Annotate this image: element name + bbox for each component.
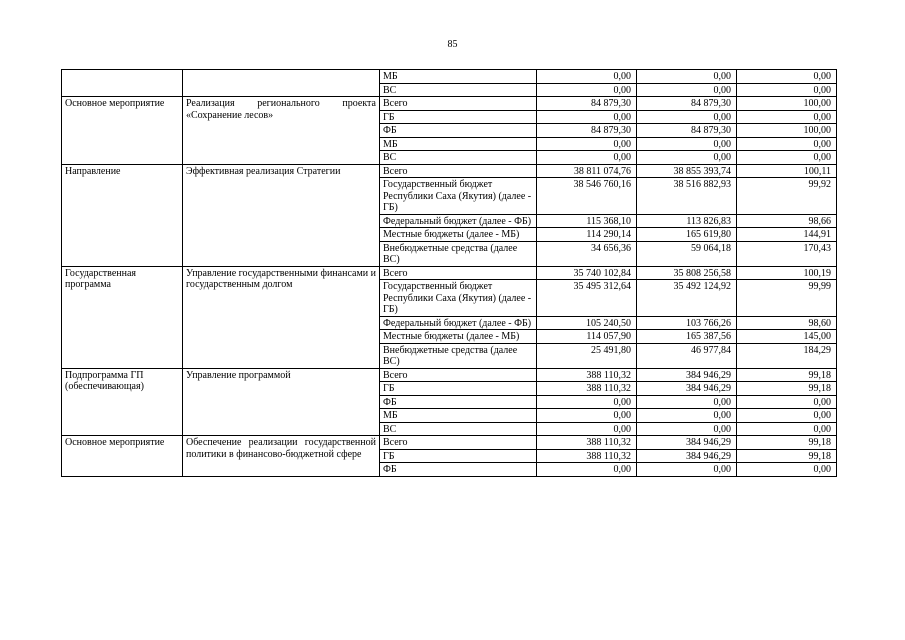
table-row — [62, 70, 837, 84]
funding-source-cell: МБ — [380, 409, 537, 423]
amount-cell: 384 946,29 — [637, 449, 737, 463]
amount-cell: 46 977,84 — [637, 343, 737, 368]
table-row — [62, 164, 837, 178]
program-type-cell: Направление — [62, 164, 183, 266]
amount-cell: 0,00 — [637, 83, 737, 97]
percent-cell: 0,00 — [737, 110, 837, 124]
percent-cell: 0,00 — [737, 83, 837, 97]
amount-cell: 105 240,50 — [537, 316, 637, 330]
funding-source-cell: ГБ — [380, 110, 537, 124]
funding-source-cell: Внебюджетные средства (далее ВС) — [380, 343, 537, 368]
amount-cell: 388 110,32 — [537, 449, 637, 463]
funding-source-cell: Федеральный бюджет (далее - ФБ) — [380, 214, 537, 228]
amount-cell: 0,00 — [537, 70, 637, 84]
funding-source-cell: Федеральный бюджет (далее - ФБ) — [380, 316, 537, 330]
amount-cell: 84 879,30 — [537, 124, 637, 138]
percent-cell: 100,00 — [737, 124, 837, 138]
table-row — [62, 97, 837, 111]
funding-source-cell: Местные бюджеты (далее - МБ) — [380, 330, 537, 344]
percent-cell: 0,00 — [737, 409, 837, 423]
funding-source-cell: ГБ — [380, 449, 537, 463]
funding-source-cell: ФБ — [380, 395, 537, 409]
percent-cell: 99,18 — [737, 368, 837, 382]
amount-cell: 0,00 — [637, 110, 737, 124]
amount-cell: 0,00 — [537, 151, 637, 165]
amount-cell: 0,00 — [537, 110, 637, 124]
program-type-cell: Основное мероприятие — [62, 97, 183, 165]
amount-cell: 388 110,32 — [537, 368, 637, 382]
percent-cell: 0,00 — [737, 463, 837, 477]
percent-cell: 100,19 — [737, 266, 837, 280]
table-row — [62, 368, 837, 382]
amount-cell: 103 766,26 — [637, 316, 737, 330]
amount-cell: 0,00 — [637, 409, 737, 423]
percent-cell: 99,18 — [737, 382, 837, 396]
percent-cell: 99,99 — [737, 280, 837, 317]
budget-table — [61, 69, 837, 477]
amount-cell: 38 855 393,74 — [637, 164, 737, 178]
amount-cell: 113 826,83 — [637, 214, 737, 228]
funding-source-cell: Всего — [380, 97, 537, 111]
funding-source-cell: Всего — [380, 368, 537, 382]
funding-source-cell: МБ — [380, 137, 537, 151]
program-type-cell: Государственная программа — [62, 266, 183, 368]
funding-source-cell: Государственный бюджет Республики Саха (Якутия) (далее - ГБ) — [380, 178, 537, 215]
amount-cell: 0,00 — [537, 409, 637, 423]
percent-cell: 0,00 — [737, 70, 837, 84]
amount-cell: 0,00 — [637, 70, 737, 84]
amount-cell: 35 740 102,84 — [537, 266, 637, 280]
amount-cell: 165 619,80 — [637, 228, 737, 242]
amount-cell: 34 656,36 — [537, 241, 637, 266]
amount-cell: 0,00 — [637, 463, 737, 477]
percent-cell: 0,00 — [737, 137, 837, 151]
amount-cell: 38 811 074,76 — [537, 164, 637, 178]
percent-cell: 145,00 — [737, 330, 837, 344]
page-number: 85 — [447, 39, 458, 50]
amount-cell: 165 387,56 — [637, 330, 737, 344]
percent-cell: 98,60 — [737, 316, 837, 330]
percent-cell: 99,18 — [737, 449, 837, 463]
amount-cell: 0,00 — [537, 463, 637, 477]
amount-cell: 84 879,30 — [637, 124, 737, 138]
funding-source-cell: ФБ — [380, 124, 537, 138]
program-name-cell: Управление государственными финансами и государственным долгом — [183, 266, 380, 368]
amount-cell: 0,00 — [637, 422, 737, 436]
amount-cell: 0,00 — [637, 395, 737, 409]
amount-cell: 38 516 882,93 — [637, 178, 737, 215]
percent-cell: 0,00 — [737, 395, 837, 409]
funding-source-cell: Местные бюджеты (далее - МБ) — [380, 228, 537, 242]
amount-cell: 0,00 — [537, 422, 637, 436]
amount-cell: 38 546 760,16 — [537, 178, 637, 215]
funding-source-cell: Всего — [380, 164, 537, 178]
amount-cell: 0,00 — [637, 151, 737, 165]
funding-source-cell: Всего — [380, 266, 537, 280]
percent-cell: 100,00 — [737, 97, 837, 111]
amount-cell: 0,00 — [637, 137, 737, 151]
amount-cell: 115 368,10 — [537, 214, 637, 228]
amount-cell: 84 879,30 — [637, 97, 737, 111]
amount-cell: 114 057,90 — [537, 330, 637, 344]
percent-cell: 99,18 — [737, 436, 837, 450]
percent-cell: 144,91 — [737, 228, 837, 242]
amount-cell: 0,00 — [537, 83, 637, 97]
amount-cell: 114 290,14 — [537, 228, 637, 242]
funding-source-cell: ВС — [380, 151, 537, 165]
percent-cell: 100,11 — [737, 164, 837, 178]
amount-cell: 388 110,32 — [537, 382, 637, 396]
percent-cell: 98,66 — [737, 214, 837, 228]
program-name-cell: Обеспечение реализации государственной политики в финансово-бюджетной сфере — [183, 436, 380, 477]
amount-cell: 0,00 — [537, 137, 637, 151]
percent-cell: 170,43 — [737, 241, 837, 266]
amount-cell: 84 879,30 — [537, 97, 637, 111]
funding-source-cell: ВС — [380, 422, 537, 436]
amount-cell: 384 946,29 — [637, 368, 737, 382]
percent-cell: 99,92 — [737, 178, 837, 215]
program-name-cell — [183, 70, 380, 97]
program-type-cell — [62, 70, 183, 97]
percent-cell: 184,29 — [737, 343, 837, 368]
percent-cell: 0,00 — [737, 151, 837, 165]
table-row — [62, 266, 837, 280]
amount-cell: 59 064,18 — [637, 241, 737, 266]
program-name-cell: Реализация регионального проекта «Сохранение лесов» — [183, 97, 380, 165]
amount-cell: 388 110,32 — [537, 436, 637, 450]
funding-source-cell: Внебюджетные средства (далее ВС) — [380, 241, 537, 266]
amount-cell: 35 808 256,58 — [637, 266, 737, 280]
program-name-cell: Эффективная реализация Стратегии — [183, 164, 380, 266]
funding-source-cell: МБ — [380, 70, 537, 84]
amount-cell: 35 492 124,92 — [637, 280, 737, 317]
amount-cell: 0,00 — [537, 395, 637, 409]
funding-source-cell: Всего — [380, 436, 537, 450]
funding-source-cell: ФБ — [380, 463, 537, 477]
table-row — [62, 436, 837, 450]
amount-cell: 35 495 312,64 — [537, 280, 637, 317]
program-name-cell: Управление программой — [183, 368, 380, 436]
amount-cell: 25 491,80 — [537, 343, 637, 368]
budget-table-body — [62, 70, 837, 477]
amount-cell: 384 946,29 — [637, 382, 737, 396]
program-type-cell: Подпрограмма ГП (обеспечивающая) — [62, 368, 183, 436]
funding-source-cell: ГБ — [380, 382, 537, 396]
funding-source-cell: Государственный бюджет Республики Саха (Якутия) (далее - ГБ) — [380, 280, 537, 317]
program-type-cell: Основное мероприятие — [62, 436, 183, 477]
funding-source-cell: ВС — [380, 83, 537, 97]
percent-cell: 0,00 — [737, 422, 837, 436]
amount-cell: 384 946,29 — [637, 436, 737, 450]
